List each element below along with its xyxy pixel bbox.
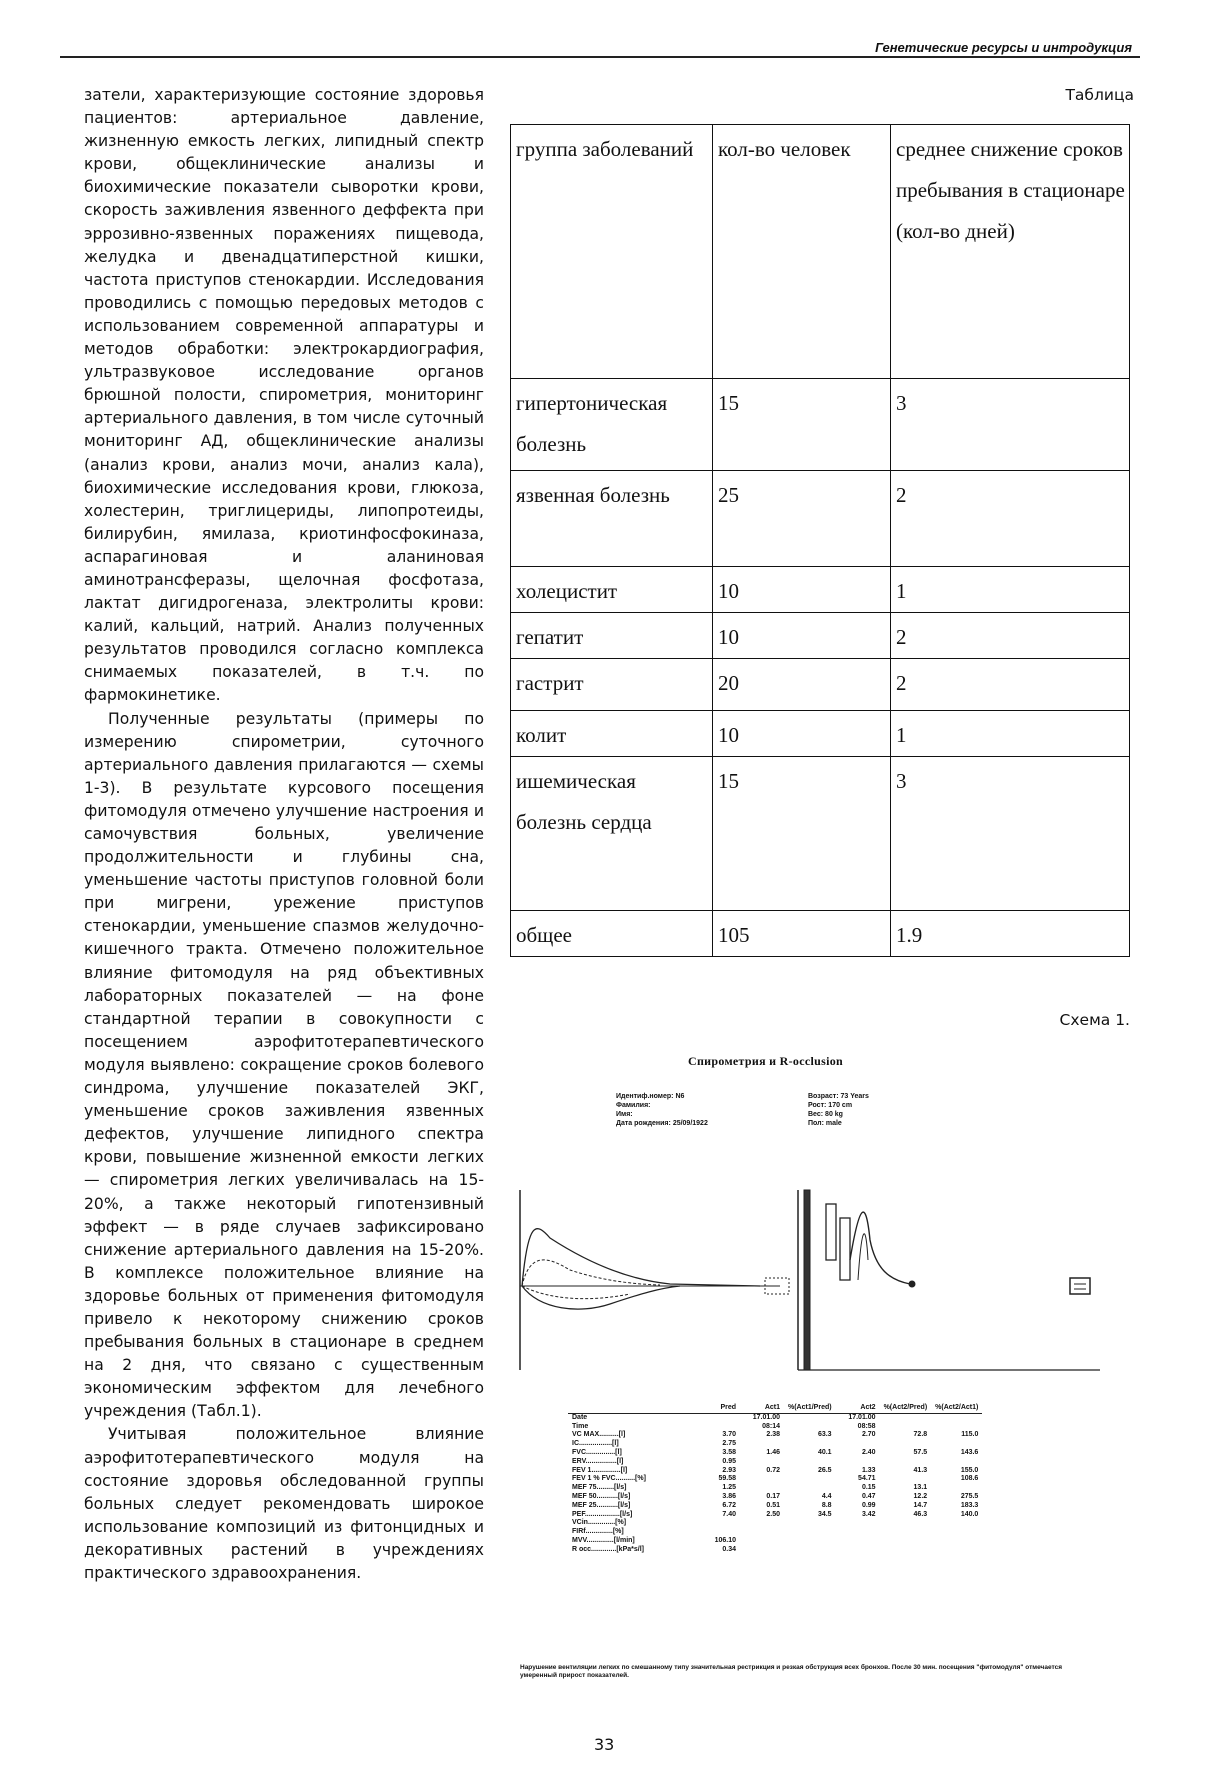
table-row bbox=[511, 659, 1130, 711]
results-value bbox=[880, 1528, 932, 1537]
results-row bbox=[568, 1519, 982, 1528]
results-param: FEV 1 % FVC..........[%] bbox=[572, 1475, 646, 1483]
table-header-cell: кол-во человек bbox=[713, 125, 891, 379]
results-col-header: Pred bbox=[696, 1404, 740, 1413]
results-param: MEF 50...........[l/s] bbox=[572, 1492, 631, 1500]
results-value bbox=[784, 1528, 836, 1537]
results-value: 0.47 bbox=[861, 1492, 876, 1500]
results-value bbox=[784, 1440, 836, 1449]
results-row bbox=[568, 1449, 982, 1458]
results-row bbox=[568, 1413, 982, 1422]
patient-field-value: 73 Years bbox=[840, 1093, 869, 1100]
scheme-label: Схема 1. bbox=[1059, 1011, 1130, 1029]
results-value: 13.1 bbox=[913, 1484, 928, 1492]
results-value bbox=[880, 1413, 932, 1422]
table-cell: 25 bbox=[713, 471, 891, 567]
patient-field-label: Идентиф.номер: bbox=[616, 1093, 674, 1100]
results-value: 6.72 bbox=[722, 1501, 736, 1509]
table-cell: 2 bbox=[891, 613, 1130, 659]
table-cell: 10 bbox=[713, 613, 891, 659]
results-value bbox=[836, 1546, 880, 1555]
results-value: 40.1 bbox=[817, 1448, 832, 1456]
flow-curve-expiration bbox=[522, 1229, 760, 1286]
paragraph: Учитывая положительное влияние аэрофитотерапевтического модуля на состояние здоровья обследованной группы больных следует рекомендовать широкое использование композиций из фитонцидных и декоративных растений в учреждениях практического здравоохранения. bbox=[84, 1425, 484, 1582]
results-col-header: %(Act2/Act1) bbox=[931, 1404, 982, 1413]
results-value: 3.70 bbox=[722, 1431, 736, 1439]
table-cell: 3 bbox=[891, 757, 1130, 911]
results-value: 08:14 bbox=[762, 1422, 780, 1430]
table-row bbox=[511, 613, 1130, 659]
results-value: 2.38 bbox=[766, 1431, 780, 1439]
results-value bbox=[836, 1537, 880, 1546]
results-value bbox=[696, 1528, 740, 1537]
results-header-row bbox=[568, 1404, 982, 1413]
results-value: 140.0 bbox=[960, 1510, 979, 1518]
results-value bbox=[931, 1413, 982, 1422]
results-value: 0.17 bbox=[766, 1492, 780, 1500]
paragraph: Полученные результаты (примеры по измерению спирометрии, суточного артериального давления прилагаются — схемы 1-3). В результате курсового посещения фитомодуля отмечено улучшение настроения и самочувствия больных, увеличение продолжительности и глубины сна, уменьшение частоты приступов головной боли при мигрени, урежение приступов стенокардии, уменьшение спазмов желудочно-кишечного тракта. Отмечено положительное влияние фитомодуля на ряд объективных лабораторных показателей — на фоне стандартной терапии в совокупности с посещением аэрофитотерапевтического модуля выявлено: сокращение сроков болевого синдрома, улучшение показателей ЭКГ, уменьшение сроков заживления язвенных дефектов, улучшение липидного спектра крови, повышение жизненной емкости легких — спирометрия легких увеличивалась на 15-20%, а также некоторый гипотензивный эффект — в ряде случаев зафиксировано снижение артериального давления на 15-20%. В комплексе положительное влияние на здоровье больных от применения фитомодуля привело к некоторому снижению сроков пребывания больных в стационаре в среднем на 2 дня, что связано с существенным экономическим эффектом для лечебного учреждения (Табл.1). bbox=[84, 709, 484, 1421]
patient-info-left bbox=[616, 1092, 708, 1128]
results-value: 0.99 bbox=[861, 1501, 876, 1509]
patient-field-value: 170 cm bbox=[828, 1102, 853, 1109]
results-row bbox=[568, 1528, 982, 1537]
spirometry-results bbox=[568, 1404, 982, 1555]
results-value: 17.01.00 bbox=[848, 1413, 876, 1421]
results-value: 183.3 bbox=[960, 1501, 979, 1509]
table-cell: 20 bbox=[713, 659, 891, 711]
results-value bbox=[836, 1519, 880, 1528]
volume-curve-2 bbox=[858, 1234, 868, 1280]
results-value bbox=[696, 1519, 740, 1528]
results-value: 106.10 bbox=[714, 1536, 736, 1544]
results-body bbox=[568, 1413, 982, 1554]
page-number: 33 bbox=[594, 1735, 615, 1754]
results-value bbox=[931, 1440, 982, 1449]
results-value: 57.5 bbox=[913, 1448, 928, 1456]
results-value bbox=[784, 1423, 836, 1432]
table-label: Таблица bbox=[1065, 86, 1134, 104]
results-value bbox=[931, 1528, 982, 1537]
table-cell: общее bbox=[511, 911, 713, 957]
results-value bbox=[696, 1423, 740, 1432]
results-value bbox=[880, 1423, 932, 1432]
results-value: 63.3 bbox=[817, 1431, 832, 1439]
results-param: MEF 75.........[l/s] bbox=[572, 1484, 627, 1492]
patient-field-label: Рост: bbox=[808, 1102, 827, 1109]
patient-field-label: Возраст: bbox=[808, 1093, 839, 1100]
results-value bbox=[784, 1413, 836, 1422]
table-header-cell: группа заболеваний bbox=[511, 125, 713, 379]
patient-field-value: 80 kg bbox=[825, 1111, 843, 1118]
results-param: FEV 1...............[l] bbox=[572, 1466, 628, 1474]
results-value: 1.25 bbox=[722, 1484, 736, 1492]
results-row bbox=[568, 1502, 982, 1511]
results-value bbox=[880, 1546, 932, 1555]
table-cell: 3 bbox=[891, 379, 1130, 471]
paragraph: затели, характеризующие состояние здоровья пациентов: артериальное давление, жизненную емкость легких, липидный спектр крови, общеклинические анализы и биохимические показатели сыворотки крови, скорость заживления язвенного деффекта при эррозивно-язвенных поражениях пищевода, желудка и двенадцатиперстной кишки, частота приступов стенокардии. Исследования проводились с помощью передовых методов с использованием современной аппаратуры и методов обработки: электрокардиография, ультразвуковое исследование органов брюшной полости, спирометрия, мониторинг артериального давления, в том числе суточный мониторинг АД, общеклинические анализы (анализ крови, анализ мочи, анализ кала), биохимические исследования крови, глюкоза, холестерин, триглицериды, липопротеиды, билирубин, ямилаза, криотинфосфокиназа, аспарагиновая и аланиновая аминотрансферазы, щелочная фосфотаза, лактат дигидрогеназа, электролиты крови: калий, кальций, натрий. Анализ полученных результатов проводился согласно комплекса снимаемых показателей, в т.ч. по фармокинетике. bbox=[84, 86, 484, 705]
results-value bbox=[836, 1440, 880, 1449]
results-value bbox=[784, 1458, 836, 1467]
results-row bbox=[568, 1467, 982, 1476]
disease-table bbox=[510, 124, 1130, 957]
results-value bbox=[740, 1537, 784, 1546]
table-cell: 15 bbox=[713, 757, 891, 911]
patient-field-label: Пол: bbox=[808, 1120, 824, 1127]
results-value bbox=[784, 1546, 836, 1555]
results-value bbox=[931, 1423, 982, 1432]
results-value bbox=[784, 1484, 836, 1493]
table-cell: холецистит bbox=[511, 567, 713, 613]
results-value: 14.7 bbox=[913, 1501, 928, 1509]
results-param: MEF 25...........[l/s] bbox=[572, 1501, 631, 1509]
table-cell: 15 bbox=[713, 379, 891, 471]
results-param: PEF..................[l/s] bbox=[572, 1510, 633, 1518]
body-text-column bbox=[84, 84, 484, 1585]
patient-field-value: 25/09/1922 bbox=[672, 1120, 708, 1127]
flow-volume-plot bbox=[520, 1190, 789, 1370]
results-value: 115.0 bbox=[961, 1431, 979, 1439]
results-value bbox=[740, 1475, 784, 1484]
results-value: 46.3 bbox=[913, 1510, 928, 1518]
results-value bbox=[880, 1475, 932, 1484]
table-header-row bbox=[511, 125, 1130, 379]
spirometry-footnote: Нарушение вентиляции легких по смешанному типу значительная рестрикция и резкая обструкция всех бронхов. После 30 мин. посещения "фитомодуля" отмечается умеренный прирост показателей. bbox=[520, 1664, 1062, 1679]
results-value: 3.58 bbox=[722, 1448, 736, 1456]
table-cell: 2 bbox=[891, 471, 1130, 567]
results-value bbox=[740, 1484, 784, 1493]
results-value bbox=[784, 1537, 836, 1546]
results-value: 1.46 bbox=[766, 1448, 780, 1456]
results-value: 59.58 bbox=[718, 1475, 736, 1483]
volume-time-plot bbox=[798, 1190, 1100, 1370]
table-cell: 10 bbox=[713, 567, 891, 613]
spirometry-graph bbox=[510, 1180, 1110, 1380]
results-param: FIRf..............[%] bbox=[572, 1528, 624, 1536]
results-param: ERV................[l] bbox=[572, 1457, 624, 1465]
results-value bbox=[740, 1546, 784, 1555]
results-value: 2.75 bbox=[722, 1440, 736, 1448]
results-param: R occ.............[kPa*s/l] bbox=[572, 1545, 644, 1553]
patient-field-label: Вес: bbox=[808, 1111, 824, 1118]
results-value bbox=[880, 1458, 932, 1467]
results-value bbox=[740, 1440, 784, 1449]
table-cell: гипертоническая болезнь bbox=[511, 379, 713, 471]
results-value bbox=[784, 1519, 836, 1528]
results-value: 155.0 bbox=[960, 1466, 979, 1474]
volume-curve-end bbox=[909, 1281, 915, 1287]
results-value: 2.93 bbox=[722, 1466, 736, 1474]
table-cell: 1.9 bbox=[891, 911, 1130, 957]
volume-bar bbox=[840, 1218, 850, 1280]
results-value bbox=[931, 1484, 982, 1493]
table-cell: колит bbox=[511, 711, 713, 757]
table-row bbox=[511, 379, 1130, 471]
flow-curve-predicted bbox=[522, 1260, 660, 1286]
results-value: 2.50 bbox=[766, 1510, 780, 1518]
results-value: 0.95 bbox=[722, 1457, 736, 1465]
table-cell: 1 bbox=[891, 567, 1130, 613]
results-value bbox=[740, 1528, 784, 1537]
results-value bbox=[931, 1458, 982, 1467]
spirometry-title: Спирометрия и R-occlusion bbox=[688, 1054, 843, 1068]
results-value: 0.51 bbox=[766, 1501, 780, 1509]
results-value: 0.34 bbox=[722, 1545, 736, 1553]
results-value bbox=[931, 1537, 982, 1546]
table-row bbox=[511, 757, 1130, 911]
results-value: 8.8 bbox=[821, 1501, 832, 1509]
results-value bbox=[880, 1519, 932, 1528]
results-value: 26.5 bbox=[817, 1466, 832, 1474]
results-col-header bbox=[568, 1404, 696, 1413]
table-cell: язвенная болезнь bbox=[511, 471, 713, 567]
patient-field-value: male bbox=[825, 1120, 842, 1127]
results-value bbox=[836, 1458, 880, 1467]
patient-field-value: N6 bbox=[675, 1093, 685, 1100]
table-cell: гепатит bbox=[511, 613, 713, 659]
patient-field-label: Дата рождения: bbox=[616, 1120, 671, 1127]
results-value: 3.86 bbox=[722, 1492, 736, 1500]
table-row bbox=[511, 567, 1130, 613]
results-param: IC.................[l] bbox=[572, 1440, 619, 1448]
results-value bbox=[931, 1546, 982, 1555]
results-value bbox=[880, 1537, 932, 1546]
results-value bbox=[931, 1519, 982, 1528]
patient-field-label: Имя: bbox=[616, 1111, 633, 1118]
results-param: FVC...............[l] bbox=[572, 1448, 622, 1456]
results-row bbox=[568, 1511, 982, 1520]
results-param: MVV..............[l/min] bbox=[572, 1536, 635, 1544]
results-value bbox=[696, 1413, 740, 1422]
results-value: 4.4 bbox=[821, 1492, 832, 1500]
table-cell: 10 bbox=[713, 711, 891, 757]
flow-curve-inspiration-2 bbox=[522, 1286, 630, 1299]
patient-info-right bbox=[808, 1092, 869, 1128]
header-rule bbox=[60, 56, 1140, 58]
results-value bbox=[784, 1475, 836, 1484]
results-row bbox=[568, 1493, 982, 1502]
results-param: Time bbox=[572, 1422, 589, 1430]
results-value bbox=[836, 1528, 880, 1537]
running-header: Генетические ресурсы и интродукция bbox=[875, 40, 1132, 55]
results-value: 7.40 bbox=[722, 1510, 736, 1518]
graph-legend-icon bbox=[1070, 1278, 1090, 1294]
results-col-header: Act1 bbox=[740, 1404, 784, 1413]
results-param: VCin..............[%] bbox=[572, 1519, 627, 1527]
results-value: 143.6 bbox=[960, 1448, 979, 1456]
results-param: VC MAX..........[l] bbox=[572, 1431, 626, 1439]
results-value: 108.6 bbox=[960, 1475, 979, 1483]
table-cell: 105 bbox=[713, 911, 891, 957]
results-value: 0.72 bbox=[766, 1466, 780, 1474]
volume-bar bbox=[826, 1204, 836, 1260]
results-value: 3.42 bbox=[861, 1510, 876, 1518]
results-value: 1.33 bbox=[861, 1466, 876, 1474]
results-value bbox=[880, 1440, 932, 1449]
results-value: 34.5 bbox=[817, 1510, 832, 1518]
patient-field-label: Фамилия: bbox=[616, 1102, 651, 1109]
results-row bbox=[568, 1431, 982, 1440]
table-cell: ишемическая болезнь сердца bbox=[511, 757, 713, 911]
results-value: 41.3 bbox=[913, 1466, 928, 1474]
results-value: 0.15 bbox=[861, 1484, 876, 1492]
volume-bar bbox=[804, 1190, 810, 1370]
results-value: 72.8 bbox=[913, 1431, 928, 1439]
results-value bbox=[740, 1458, 784, 1467]
results-value bbox=[740, 1519, 784, 1528]
results-col-header: Act2 bbox=[836, 1404, 880, 1413]
results-col-header: %(Act2/Pred) bbox=[880, 1404, 932, 1413]
table-cell: гастрит bbox=[511, 659, 713, 711]
results-row bbox=[568, 1475, 982, 1484]
results-value: 17.01.00 bbox=[752, 1413, 780, 1421]
results-value: 12.2 bbox=[913, 1492, 928, 1500]
results-value: 2.70 bbox=[861, 1431, 876, 1439]
results-col-header: %(Act1/Pred) bbox=[784, 1404, 836, 1413]
results-row bbox=[568, 1423, 982, 1432]
table-cell: 2 bbox=[891, 659, 1130, 711]
results-row bbox=[568, 1440, 982, 1449]
volume-curve bbox=[850, 1212, 910, 1284]
results-param: Date bbox=[572, 1413, 588, 1421]
table-row bbox=[511, 711, 1130, 757]
results-row bbox=[568, 1537, 982, 1546]
results-value: 54.71 bbox=[858, 1475, 876, 1483]
results-value: 2.40 bbox=[861, 1448, 876, 1456]
results-row bbox=[568, 1484, 982, 1493]
table-row bbox=[511, 471, 1130, 567]
table-row bbox=[511, 911, 1130, 957]
results-value: 275.5 bbox=[960, 1492, 979, 1500]
results-value: 08:58 bbox=[857, 1422, 876, 1430]
table-header-cell: среднее снижение сроков пребывания в стационаре (кол-во дней) bbox=[891, 125, 1130, 379]
results-row bbox=[568, 1458, 982, 1467]
results-row bbox=[568, 1546, 982, 1555]
table-cell: 1 bbox=[891, 711, 1130, 757]
